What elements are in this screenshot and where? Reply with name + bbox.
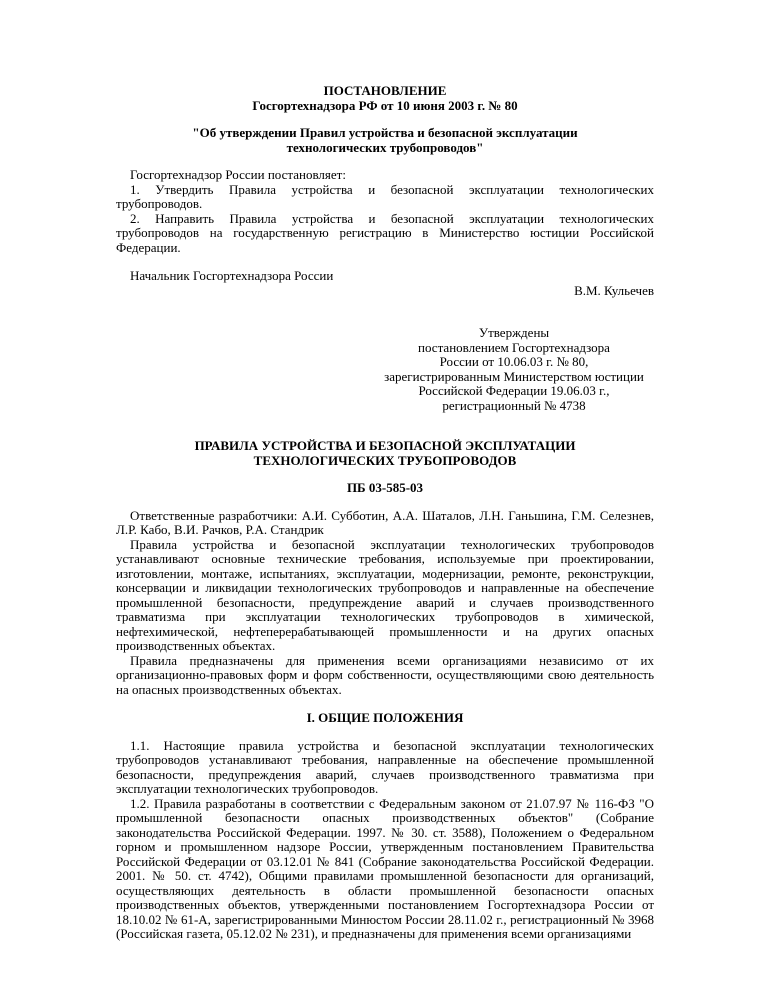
rules-title-line-1: ПРАВИЛА УСТРОЙСТВА И БЕЗОПАСНОЙ ЭКСПЛУАТАЦИИ xyxy=(194,438,576,453)
decree-title-line-1: "Об утверждении Правил устройства и безопасной эксплуатации xyxy=(192,125,578,140)
decree-item-2: 2. Направить Правила устройства и безопасной эксплуатации технологических трубопроводов на государственную регистрацию в Министерство юстиции Российской Федерации. xyxy=(116,210,654,255)
section-paragraph-1-1: 1.1. Настоящие правила устройства и безопасной эксплуатации технологических трубопроводов устанавливают требования, направленные на обеспечение промышленной безопасности, предупреждения аварий, случаев производственного травматизма при эксплуатации технологических трубопроводов. xyxy=(116,737,654,796)
decree-heading: ПОСТАНОВЛЕНИЕ xyxy=(323,83,447,98)
rules-paragraph-1: Правила устройства и безопасной эксплуатации технологических трубопроводов устанавливают основные технические требования, используемые при проектировании, изготовлении, монтаже, испытаниях, эксплуатации, модернизации, ремонте, реконструкции, консервации и ликвидации технологических трубопроводов и направленные на обеспечение промышленной безопасности, предупреждение аварий и случаев производственного травматизма при эксплуатации технологических трубопроводов в химической, нефтехимической, нефтеперерабатывающей промышленности и на других опасных производственных объектах. xyxy=(116,536,654,653)
section-heading: I. ОБЩИЕ ПОЛОЖЕНИЯ xyxy=(306,710,464,725)
signature-name: В.М. Кульечев xyxy=(574,282,654,298)
approval-line-5: Российской Федерации 19.06.03 г., xyxy=(418,383,610,398)
decree-subheading: Госгортехнадзора РФ от 10 июня 2003 г. № 80 xyxy=(252,97,518,113)
approval-line-2: постановлением Госгортехнадзора xyxy=(418,339,610,355)
decree-title-line-2: технологических трубопроводов" xyxy=(286,139,484,155)
rules-paragraph-2: Правила предназначены для применения всеми организациями независимо от их организационно-правовых форм и форм собственности, осуществляющими свою деятельность на опасных производственных объектах. xyxy=(116,652,654,697)
decree-intro: Госгортехнадзор России постановляет: xyxy=(130,167,346,182)
approval-line-3: России от 10.06.03 г. № 80, xyxy=(439,354,589,369)
rules-code: ПБ 03-585-03 xyxy=(346,480,424,495)
rules-developers: Ответственные разработчики: А.И. Субботин, А.А. Шаталов, Л.Н. Ганьшина, Г.М. Селезнев, Л.Р. Кабо, В.И. Рачков, Р.А. Стандрик xyxy=(116,507,654,537)
signature-position: Начальник Госгортехнадзора России xyxy=(130,268,334,283)
approval-block xyxy=(116,326,654,413)
approval-line-1: Утверждены xyxy=(478,325,550,340)
approval-line-6: регистрационный № 4738 xyxy=(442,397,586,413)
decree-item-1: 1. Утвердить Правила устройства и безопасной эксплуатации технологических трубопроводов. xyxy=(116,181,654,211)
document-page xyxy=(116,84,654,942)
section-paragraph-1-2: 1.2. Правила разработаны в соответствии с Федеральным законом от 21.07.97 № 116-ФЗ "О промышленной безопасности опасных производственных объектов" (Собрание законодательства Российской Федерации. 1997. № 30. ст. 3588), Положением о Федеральном горном и промышленном надзоре России, утвержденным постановлением Правительства Российской Федерации от 03.12.01 № 841 (Собрание законодательства Российской Федерации. 2001. № 50. ст. 4742), Общими правилами промышленной безопасности для организаций, осуществляющих деятельность в области промышленной безопасности опасных производственных объектов, утвержденными постановлением Госгортехнадзора России от 18.10.02 № 61-А, зарегистрированными Минюстом России 28.11.02 г., регистрационный № 3968 (Российская газета, 05.12.02 № 231), и предназначены для применения всеми организациями xyxy=(116,795,654,941)
rules-title-line-2: ТЕХНОЛОГИЧЕСКИХ ТРУБОПРОВОДОВ xyxy=(253,452,517,468)
approval-line-4: зарегистрированным Министерством юстиции xyxy=(384,368,644,384)
